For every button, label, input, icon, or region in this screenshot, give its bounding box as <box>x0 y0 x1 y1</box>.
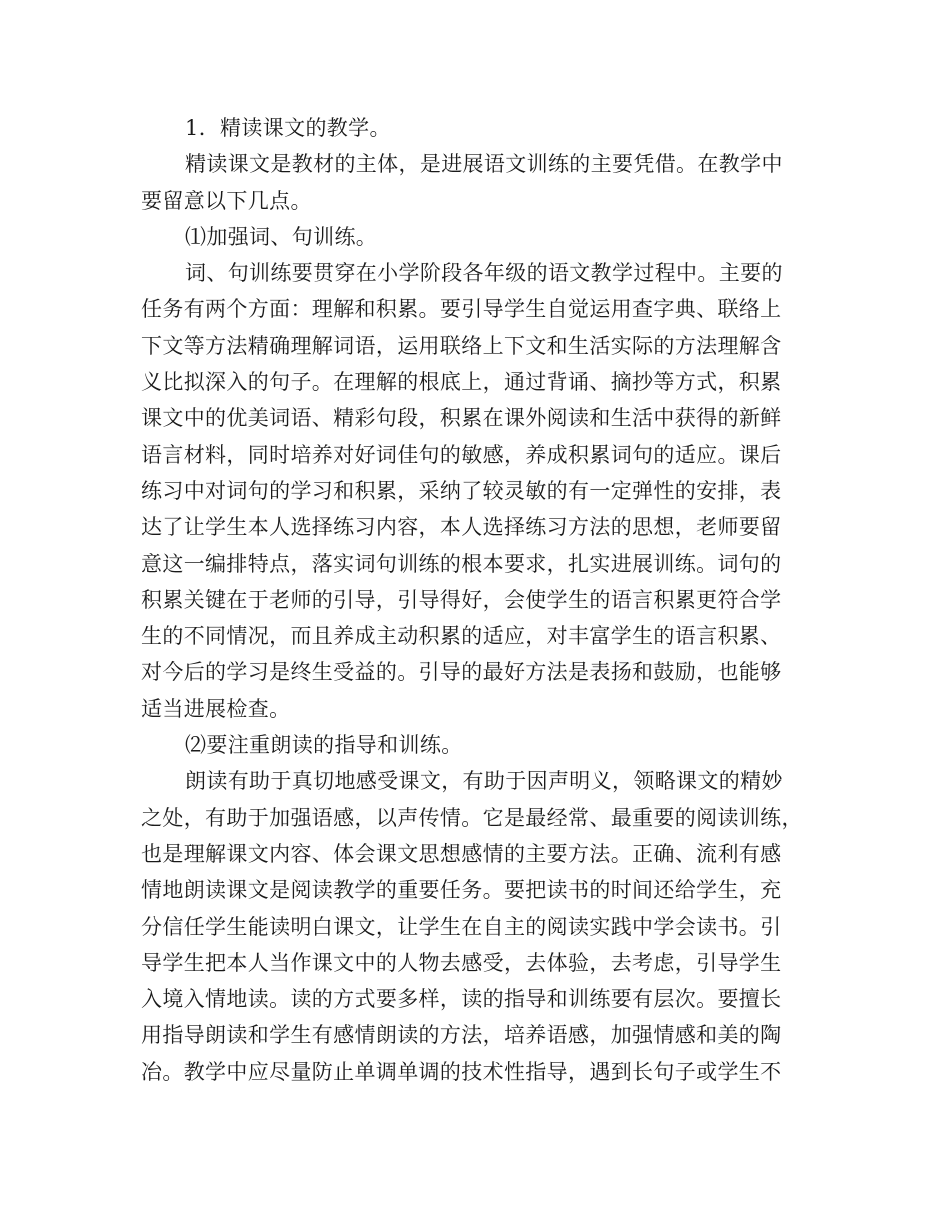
text-line: 入境入情地读。读的方式要多样，读的指导和训练要有层次。要擅长 <box>141 987 782 1012</box>
text-line: 课文中的优美词语、精彩句段，积累在课外阅读和生活中获得的新鲜 <box>141 406 782 431</box>
text-line: 对今后的学习是终生受益的。引导的最好方法是表扬和鼓励，也能够 <box>141 660 782 685</box>
text-line: 冶。教学中应尽量防止单调单调的技术性指导，遇到长句子或学生不 <box>141 1059 782 1084</box>
text-line: 义比拟深入的句子。在理解的根底上，通过背诵、摘抄等方式，积累 <box>141 370 782 395</box>
text-line: 也是理解课文内容、体会课文思想感情的主要方法。正确、流利有感 <box>141 841 782 866</box>
text-line: 分信任学生能读明白课文，让学生在自主的阅读实践中学会读书。引 <box>141 914 782 939</box>
text-line: 任务有两个方面：理解和积累。要引导学生自觉运用查字典、联络上 <box>141 297 782 322</box>
text-line: 语言材料，同时培养对好词佳句的敏感，养成积累词句的适应。课后 <box>141 442 782 467</box>
text-line: 生的不同情况，而且养成主动积累的适应，对丰富学生的语言积累、 <box>141 624 782 649</box>
text-line: 情地朗读课文是阅读教学的重要任务。要把读书的时间还给学生，充 <box>141 878 782 903</box>
text-line: 练习中对词句的学习和积累，采纳了较灵敏的有一定弹性的安排，表 <box>141 478 782 503</box>
text-line: 朗读有助于真切地感受课文，有助于因声明义，领略课文的精妙 <box>185 769 783 794</box>
text-line: 意这一编排特点，落实词句训练的根本要求，扎实进展训练。词句的 <box>141 551 782 576</box>
text-line: 之处，有助于加强语感，以声传情。它是最经常、最重要的阅读训练， <box>141 805 803 830</box>
text-line: 导学生把本人当作课文中的人物去感受，去体验，去考虑，引导学生 <box>141 950 782 975</box>
text-line: 精读课文是教材的主体，是进展语文训练的主要凭借。在教学中 <box>185 152 783 177</box>
document-body <box>141 110 821 1090</box>
text-line: 要留意以下几点。 <box>141 188 312 213</box>
subsection-heading: ⑴加强词、句训练。 <box>185 224 378 249</box>
text-line: 积累关键在于老师的引导，引导得好，会使学生的语言积累更符合学 <box>141 587 782 612</box>
section-heading: 1．精读课文的教学。 <box>185 116 391 140</box>
subsection-heading: ⑵要注重朗读的指导和训练。 <box>185 733 463 758</box>
text-line: 用指导朗读和学生有感情朗读的方法，培养语感，加强情感和美的陶 <box>141 1023 782 1048</box>
text-line: 达了让学生本人选择练习内容，本人选择练习方法的思想，老师要留 <box>141 515 782 540</box>
text-line: 适当进展检查。 <box>141 696 291 721</box>
text-line: 词、句训练要贯穿在小学阶段各年级的语文教学过程中。主要的 <box>185 261 783 286</box>
text-line: 下文等方法精确理解词语，运用联络上下文和生活实际的方法理解含 <box>141 333 782 358</box>
